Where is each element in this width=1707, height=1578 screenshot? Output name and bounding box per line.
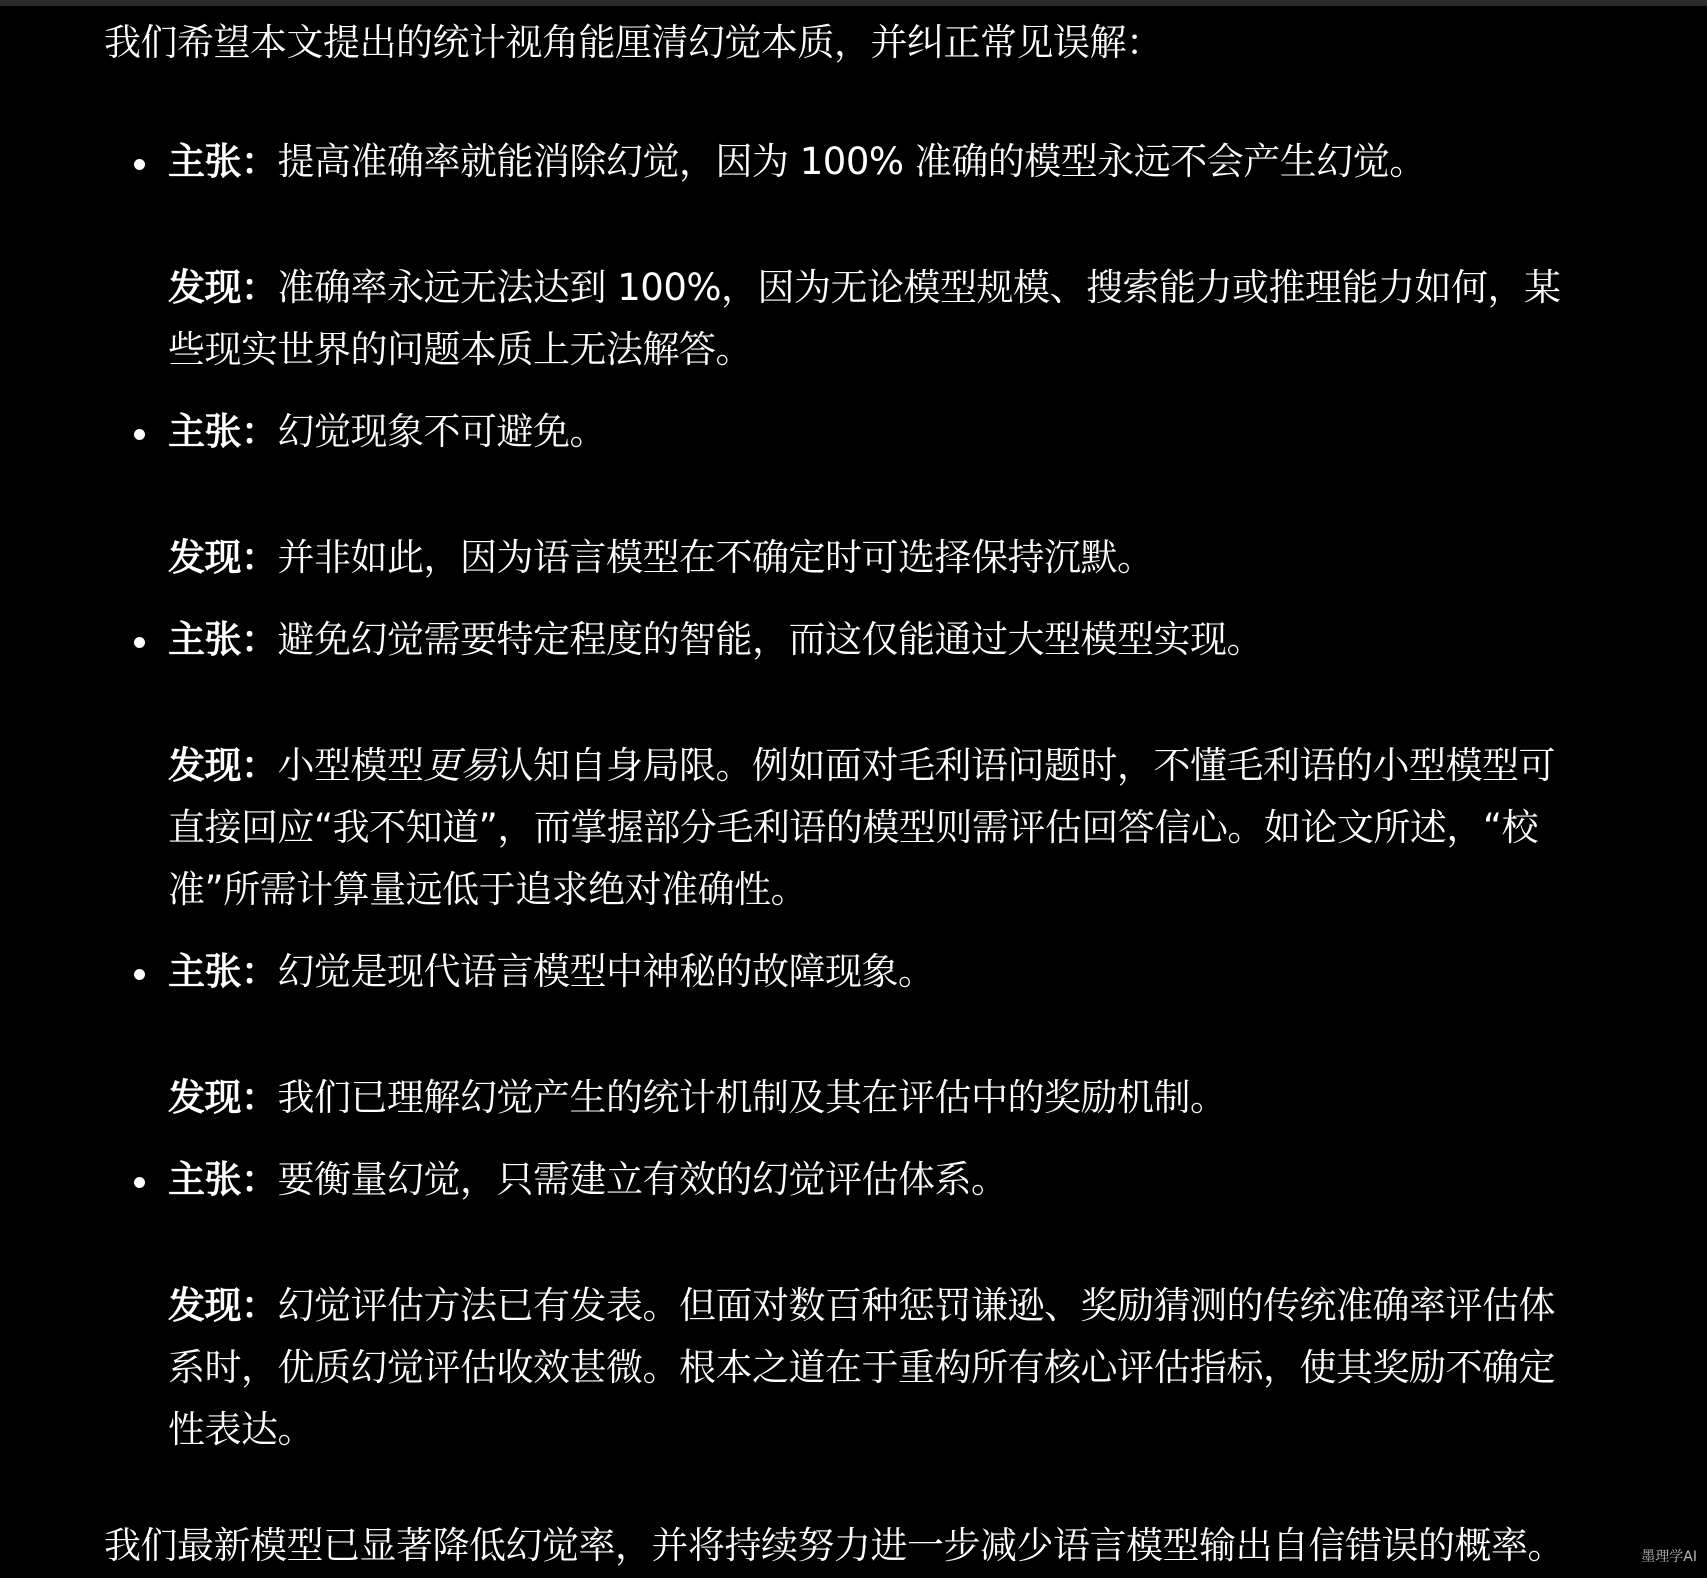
claim-label: 主张： [168, 140, 278, 183]
finding-label: 发现： [168, 1076, 278, 1119]
claim-label: 主张： [168, 950, 278, 993]
finding-text: 我们已理解幻觉产生的统计机制及其在评估中的奖励机制。 [277, 1076, 1227, 1119]
finding-text-rest: 认知自身局限。例如面对毛利语问题时，不懂毛利语的小型模型可 [496, 744, 1555, 787]
finding-line: 准”所需计算量远低于追求绝对准确性。 [168, 868, 808, 911]
finding-label: 发现： [168, 744, 278, 787]
claim-label: 主张： [168, 618, 278, 661]
claim-text [168, 401, 1624, 463]
finding-line [168, 527, 1624, 589]
claim-text [168, 1149, 1624, 1211]
list-item [104, 609, 1624, 921]
finding-block [168, 257, 1624, 381]
bullet-dot-icon [134, 429, 145, 440]
finding-text: 小型模型 [277, 744, 424, 787]
top-divider [0, 0, 1707, 6]
finding-line: 性表达。 [168, 1408, 314, 1451]
finding-block [168, 527, 1624, 589]
bullet-dot-icon [134, 969, 145, 980]
watermark-text: 墨理学AI [1641, 1549, 1697, 1565]
finding-line: 系时，优质幻觉评估收效甚微。根本之道在于重构所有核心评估指标，使其奖励不确定 [168, 1346, 1555, 1389]
finding-line [168, 1275, 1624, 1337]
finding-line [168, 1067, 1624, 1129]
finding-text: 并非如此，因为语言模型在不确定时可选择保持沉默。 [277, 536, 1154, 579]
claim-text [168, 609, 1624, 671]
finding-label: 发现： [168, 266, 278, 309]
bullet-dot-icon [134, 637, 145, 648]
intro-paragraph: 我们希望本文提出的统计视角能厘清幻觉本质，并纠正常见误解： [104, 21, 1163, 64]
list-item [104, 401, 1624, 589]
outro-paragraph: 我们最新模型已显著降低幻觉率，并将持续努力进一步减少语言模型输出自信错误的概率。 [104, 1524, 1564, 1567]
list-item [104, 131, 1624, 381]
finding-label: 发现： [168, 536, 278, 579]
claim-statement: 提高准确率就能消除幻觉，因为 100% 准确的模型永远不会产生幻觉。 [277, 140, 1426, 183]
claim-statement: 避免幻觉需要特定程度的智能，而这仅能通过大型模型实现。 [277, 618, 1263, 661]
claim-text [168, 131, 1624, 193]
finding-line: 些现实世界的问题本质上无法解答。 [168, 328, 752, 371]
claims-list [104, 131, 1624, 1481]
finding-line [168, 735, 1624, 797]
claim-label: 主张： [168, 410, 278, 453]
finding-block [168, 1067, 1624, 1129]
finding-label: 发现： [168, 1284, 278, 1327]
claim-text [168, 941, 1624, 1003]
claim-label: 主张： [168, 1158, 278, 1201]
claim-statement: 幻觉是现代语言模型中神秘的故障现象。 [277, 950, 935, 993]
list-item [104, 941, 1624, 1129]
claim-statement: 幻觉现象不可避免。 [277, 410, 606, 453]
finding-block [168, 735, 1624, 921]
finding-line [168, 257, 1624, 319]
claim-statement: 要衡量幻觉，只需建立有效的幻觉评估体系。 [277, 1158, 1008, 1201]
finding-text: 幻觉评估方法已有发表。但面对数百种惩罚谦逊、奖励猜测的传统准确率评估体 [277, 1284, 1555, 1327]
finding-emphasis: 更易 [423, 744, 497, 787]
finding-line: 直接回应“我不知道”，而掌握部分毛利语的模型则需评估回答信心。如论文所述，“校 [168, 806, 1539, 849]
finding-text: 准确率永远无法达到 100%，因为无论模型规模、搜索能力或推理能力如何，某 [277, 266, 1561, 309]
bullet-dot-icon [134, 1177, 145, 1188]
list-item [104, 1149, 1624, 1461]
finding-block [168, 1275, 1624, 1461]
bullet-dot-icon [134, 159, 145, 170]
